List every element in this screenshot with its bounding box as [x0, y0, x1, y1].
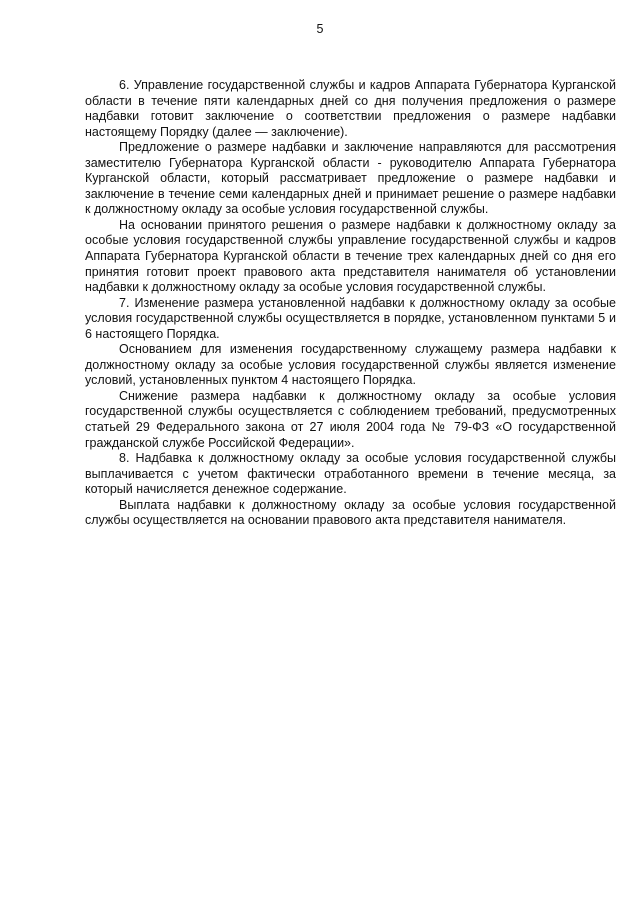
- paragraph-item-6: 6. Управление государственной службы и кадров Аппарата Губернатора Курганской области в течение пяти календарных дней со дня получения предложения о размере надбавки готовит заключение о соответствии предложения о размере надбавки настоящему Порядку (далее — заключение).: [85, 78, 616, 139]
- paragraph-decision-basis: На основании принятого решения о размере надбавки к должностному окладу за особые условия государственной службы управление государственной службы и кадров Аппарата Губернатора Курганской области в течение трех календарных дней со дня его принятия готовит проект правового акта представителя нанимателя об установлении надбавки к должностному окладу за особые условия государственной службы.: [85, 217, 616, 295]
- paragraph-proposal-review: Предложение о размере надбавки и заключение направляются для рассмотрения заместителю Губернатора Курганской области - руководителю Аппарата Губернатора Курганской области, который рассматривает предложение о размере надбавки и заключение в течение семи календарных дней и принимает решение о размере надбавки к должностному окладу за особые условия государственной службы.: [85, 140, 616, 217]
- paragraph-payment-basis: Выплата надбавки к должностному окладу за особые условия государственной службы осуществляется на основании правового акта представителя нанимателя.: [85, 497, 616, 528]
- paragraph-reduction: Снижение размера надбавки к должностному окладу за особые условия государственной службы осуществляется с соблюдением требований, предусмотренных статьей 29 Федерального закона от 27 июля 2004 года № 79-ФЗ «О государственной гражданской службе Российской Федерации».: [85, 388, 616, 450]
- document-body: [85, 78, 616, 529]
- paragraph-change-basis: Основанием для изменения государственному служащему размера надбавки к должностному окладу за особые условия государственной службы является изменение условий, установленных пунктом 4 настоящего Порядка.: [85, 342, 616, 388]
- paragraph-item-7: 7. Изменение размера установленной надбавки к должностному окладу за особые условия государственной службы осуществляется в порядке, установленном пунктами 5 и 6 настоящего Порядка.: [85, 295, 616, 341]
- paragraph-item-8: 8. Надбавка к должностному окладу за особые условия государственной службы выплачивается с учетом фактически отработанного времени в течение месяца, за который начисляется денежное содержание.: [85, 451, 616, 497]
- page-number: 5: [316, 22, 324, 36]
